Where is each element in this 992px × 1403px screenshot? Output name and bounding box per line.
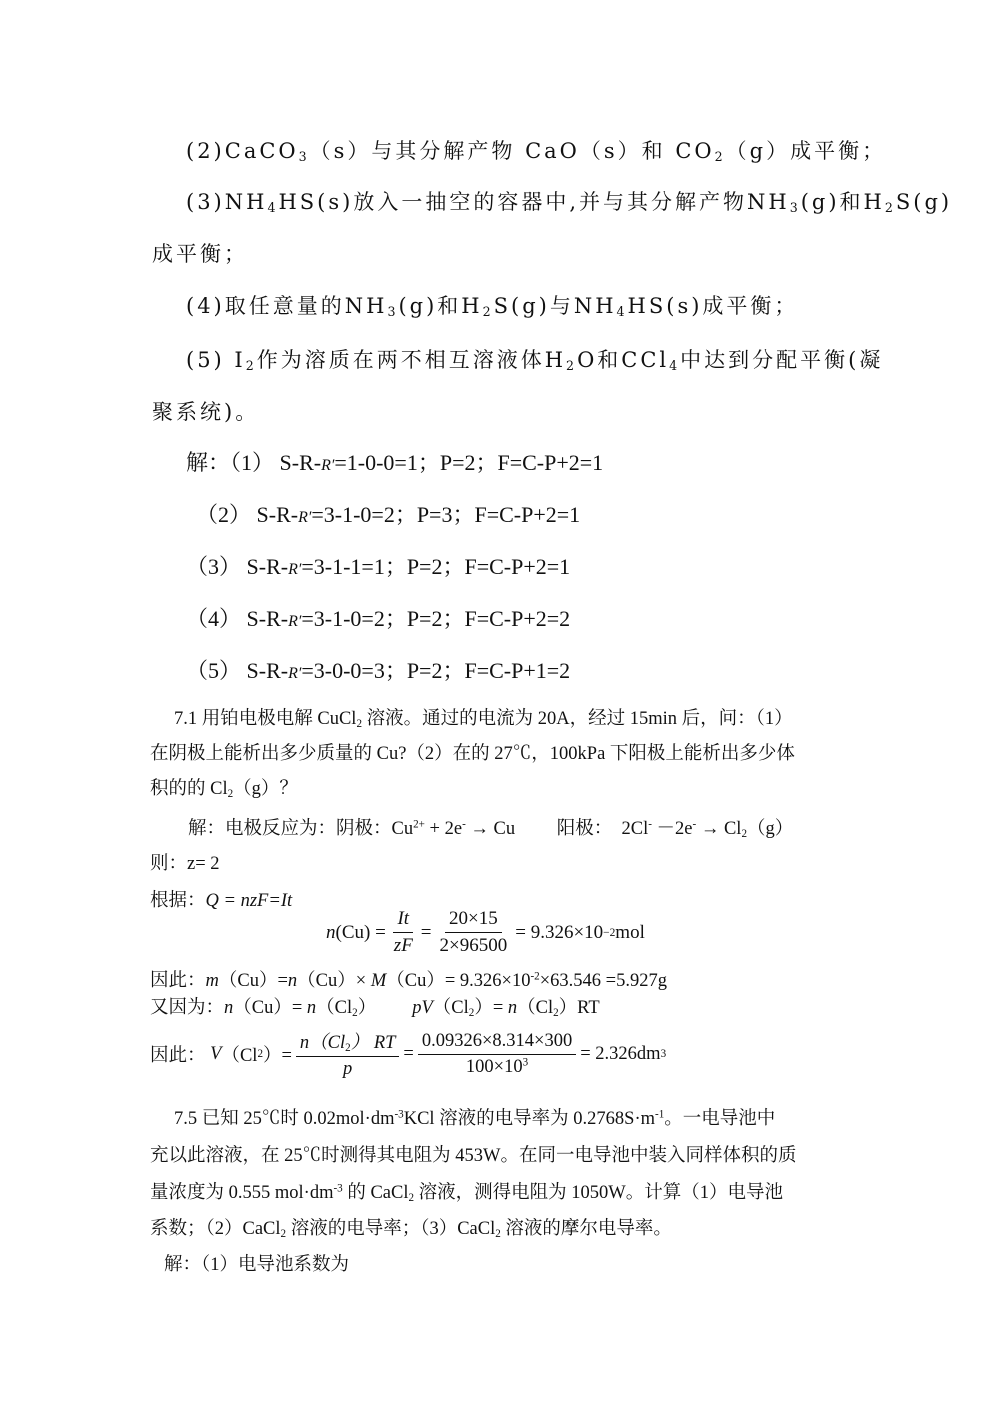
text: 溶液。通过的电流为 20A，经过 15min 后，问：（1） bbox=[362, 709, 793, 729]
superscript: - bbox=[462, 818, 466, 831]
solution-line-5 bbox=[186, 654, 570, 685]
subscript: 2 bbox=[352, 1006, 358, 1019]
text: (Cu) = bbox=[335, 921, 386, 943]
subscript: 3 bbox=[789, 200, 801, 216]
text: ）= bbox=[262, 1046, 292, 1066]
question-2 bbox=[186, 135, 886, 165]
fraction bbox=[296, 1028, 400, 1080]
denominator: 2×96500 bbox=[439, 935, 508, 956]
text: + 2e bbox=[424, 819, 463, 839]
question-3-continued: 成平衡； bbox=[152, 242, 248, 266]
text: （Cl bbox=[432, 998, 469, 1018]
text: O和CCl bbox=[577, 348, 670, 372]
text: n bbox=[224, 998, 234, 1018]
subscript: 3 bbox=[298, 149, 310, 165]
text: → Cl bbox=[696, 819, 742, 839]
text: (5) I bbox=[186, 348, 246, 372]
text: (g)和H bbox=[398, 294, 483, 318]
text: 中达到分配平衡(凝 bbox=[680, 348, 884, 372]
text: （g） bbox=[747, 819, 794, 839]
problem-7-1-line-1 bbox=[174, 704, 793, 730]
solution-line-4 bbox=[186, 602, 570, 633]
text: ） bbox=[357, 998, 377, 1018]
item-label: （2） bbox=[196, 502, 252, 527]
subscript: 2 bbox=[408, 1191, 415, 1204]
superscript: -2 bbox=[530, 970, 540, 983]
superscript: 3 bbox=[522, 1055, 529, 1068]
text: (2)CaCO bbox=[186, 139, 299, 163]
equation: Q = nzF=It bbox=[205, 891, 293, 911]
subscript: 2 bbox=[356, 717, 362, 730]
text: m bbox=[205, 971, 219, 991]
superscript: -3 bbox=[333, 1182, 343, 1195]
text: 100×10 bbox=[465, 1056, 523, 1077]
text: （Cl bbox=[221, 1046, 258, 1066]
equation: =3-1-1=1；P=2；F=C-P+2=1 bbox=[301, 554, 571, 579]
text: (3)NH bbox=[186, 190, 268, 214]
text: 作为溶质在两不相互溶液体H bbox=[256, 348, 567, 372]
text: n bbox=[507, 998, 518, 1018]
superscript: -1 bbox=[655, 1108, 665, 1121]
question-3 bbox=[186, 186, 952, 216]
item-label: （1） bbox=[230, 450, 275, 475]
electrode-reactions bbox=[188, 814, 793, 840]
subscript: 2 bbox=[280, 1227, 287, 1240]
text: 积的的 Cl bbox=[150, 779, 228, 799]
text: S-R- bbox=[246, 658, 289, 683]
question-5-continued: 聚系统)。 bbox=[152, 400, 260, 424]
superscript: - bbox=[692, 818, 697, 831]
numerator: 0.09326×8.314×300 bbox=[418, 1031, 576, 1055]
numerator: It bbox=[393, 908, 413, 933]
subscript: 2 bbox=[741, 827, 747, 840]
text: n bbox=[326, 921, 336, 943]
text: S-R- bbox=[246, 606, 289, 631]
text: = 9.326×10 bbox=[515, 921, 604, 943]
denominator bbox=[462, 1055, 532, 1078]
fraction bbox=[436, 908, 512, 957]
text: 溶液的摩尔电导率。 bbox=[500, 1219, 672, 1239]
text: S-R- bbox=[279, 450, 322, 475]
denominator: p bbox=[343, 1059, 353, 1079]
text: → Cu 阳极： 2Cl bbox=[465, 819, 649, 839]
text: （Cu）× bbox=[297, 971, 371, 991]
text: 量浓度为 0.555 mol·dm bbox=[150, 1183, 334, 1203]
volume-cl2-equation: 因此： V （Cl 2 ）= $\frac{n(Cl_2) RT}{p}$ = $\frac{0.09326\times 8.314\times 300}{100\times 10^3}$ = 2.326dm 3 bbox=[150, 1028, 666, 1080]
question-5 bbox=[186, 344, 883, 374]
text: S-R- bbox=[246, 554, 289, 579]
equation: =3-1-0=2；P=2；F=C-P+2=2 bbox=[301, 606, 571, 631]
subscript: 2 bbox=[884, 200, 896, 216]
text: 根据： bbox=[150, 891, 206, 911]
fraction bbox=[418, 1031, 576, 1078]
r-prime: R′ bbox=[288, 613, 302, 630]
text: ） RT bbox=[350, 1033, 396, 1053]
superscript: 2+ bbox=[413, 818, 425, 831]
problem-7-5-line-4 bbox=[150, 1214, 672, 1240]
solution-line-1 bbox=[186, 446, 603, 477]
equation: =1-0-0=1；P=2；F=C-P+2=1 bbox=[334, 450, 604, 475]
text: S(g) bbox=[895, 190, 953, 214]
subscript: 4 bbox=[616, 304, 628, 320]
text: 溶液，测得电阻为 1050W。计算（1）电导池 bbox=[414, 1183, 784, 1203]
text: 又因为： bbox=[150, 998, 225, 1018]
text: HS(s)成平衡； bbox=[627, 294, 799, 318]
text: 因此： bbox=[150, 971, 206, 991]
subscript: 4 bbox=[669, 358, 681, 374]
text: M bbox=[370, 971, 387, 991]
solution-line-2 bbox=[196, 498, 580, 529]
fraction bbox=[390, 908, 417, 957]
subscript: 3 bbox=[387, 304, 399, 320]
problem-7-5-solution-start: 解：（1）电导池系数为 bbox=[164, 1255, 350, 1275]
mass-cu-line bbox=[150, 966, 667, 992]
subscript: 2 bbox=[245, 358, 257, 374]
text: 的 CaCl bbox=[342, 1183, 409, 1203]
text: 溶液的电导率；（3）CaCl bbox=[286, 1219, 496, 1239]
text: S(g)与NH bbox=[493, 294, 617, 318]
text: ×63.546 =5.927g bbox=[539, 971, 667, 991]
r-prime: R′ bbox=[288, 665, 302, 682]
subscript: 2 bbox=[566, 358, 578, 374]
equation: =3-1-0=2；P=3；F=C-P+2=1 bbox=[311, 502, 581, 527]
item-label: （4） bbox=[186, 606, 242, 631]
text: mol bbox=[615, 921, 645, 943]
equation: =3-0-0=3；P=2；F=C-P+1=2 bbox=[301, 658, 571, 683]
r-prime: R′ bbox=[298, 509, 312, 526]
subscript: 2 bbox=[482, 304, 494, 320]
moles-cu-equation: n (Cu) = $\frac{It}{zF}$ = $\frac{20\times 15}{2\times 96500}$ = 9.326×10 −2 mol bbox=[326, 908, 645, 956]
problem-7-5-line-1 bbox=[174, 1104, 775, 1130]
problem-7-1-line-3 bbox=[150, 774, 298, 800]
text: 7.1 用铂电极电解 CuCl bbox=[174, 709, 357, 729]
subscript: 2 bbox=[468, 1006, 475, 1019]
text: （Cl bbox=[517, 998, 554, 1018]
text: （Cu）= bbox=[218, 971, 288, 991]
text: V bbox=[210, 1043, 222, 1064]
text: （Cl bbox=[316, 998, 353, 1018]
problem-7-5-line-2: 充以此溶液，在 25℃时测得其电阻为 453W。在同一电导池中装入同样体积的质 bbox=[150, 1146, 797, 1166]
text: (g)和H bbox=[800, 190, 885, 214]
item-label: （3） bbox=[186, 554, 242, 579]
text: 。一电导池中 bbox=[664, 1109, 776, 1129]
text: ）RT bbox=[558, 998, 600, 1018]
r-prime: R′ bbox=[321, 457, 335, 474]
subscript: 2 bbox=[495, 1227, 501, 1240]
text: 因此： bbox=[150, 1046, 206, 1066]
text: KCl 溶液的电导率为 0.2768S·m bbox=[403, 1109, 656, 1129]
z-value: 则：z= 2 bbox=[150, 854, 220, 874]
text: n bbox=[287, 971, 298, 991]
text: pV bbox=[412, 998, 433, 1018]
subscript: 2 bbox=[257, 1048, 263, 1060]
subscript: 2 bbox=[227, 787, 234, 800]
basis-line bbox=[150, 886, 292, 912]
problem-7-5-line-3 bbox=[150, 1178, 783, 1204]
item-label: （5） bbox=[186, 658, 242, 683]
r-prime: R′ bbox=[288, 561, 302, 578]
text: 7.5 已知 25℃时 0.02mol·dm bbox=[174, 1109, 395, 1129]
text: （s）与其分解产物 CaO（s）和 CO bbox=[309, 139, 715, 163]
text: HS(s)放入一抽空的容器中,并与其分解产物NH bbox=[278, 190, 790, 214]
text: （g）？ bbox=[233, 779, 298, 799]
numerator: 20×15 bbox=[445, 908, 502, 933]
text: ）= bbox=[474, 998, 508, 1018]
text: 解：电极反应为：阴极：Cu bbox=[188, 819, 414, 839]
text: n（Cl bbox=[299, 1033, 346, 1053]
text: = 2.326dm bbox=[580, 1043, 661, 1064]
denominator: zF bbox=[393, 935, 413, 956]
numerator bbox=[296, 1028, 400, 1057]
question-4 bbox=[186, 290, 798, 320]
subscript: 2 bbox=[714, 149, 726, 165]
superscript: - bbox=[648, 818, 652, 831]
text: （Cu）= 9.326×10 bbox=[386, 971, 531, 991]
text: S-R- bbox=[256, 502, 299, 527]
text: n bbox=[306, 998, 317, 1018]
text: (4)取任意量的NH bbox=[186, 294, 388, 318]
text: （g）成平衡； bbox=[725, 139, 887, 163]
problem-7-1-line-2: 在阴极上能析出多少质量的 Cu?（2）在的 27℃，100kPa 下阳极上能析出多少体 bbox=[150, 744, 795, 764]
also-because-line bbox=[150, 993, 600, 1019]
text: 系数；（2）CaCl bbox=[150, 1219, 281, 1239]
text: －2e bbox=[651, 819, 693, 839]
solution-line-3 bbox=[186, 550, 570, 581]
solution-lead: 解： bbox=[186, 450, 231, 475]
text: （Cu）= bbox=[233, 998, 307, 1018]
subscript: 4 bbox=[267, 200, 279, 216]
subscript: 2 bbox=[553, 1006, 559, 1019]
superscript: -3 bbox=[394, 1108, 404, 1121]
subscript: 2 bbox=[345, 1041, 351, 1054]
